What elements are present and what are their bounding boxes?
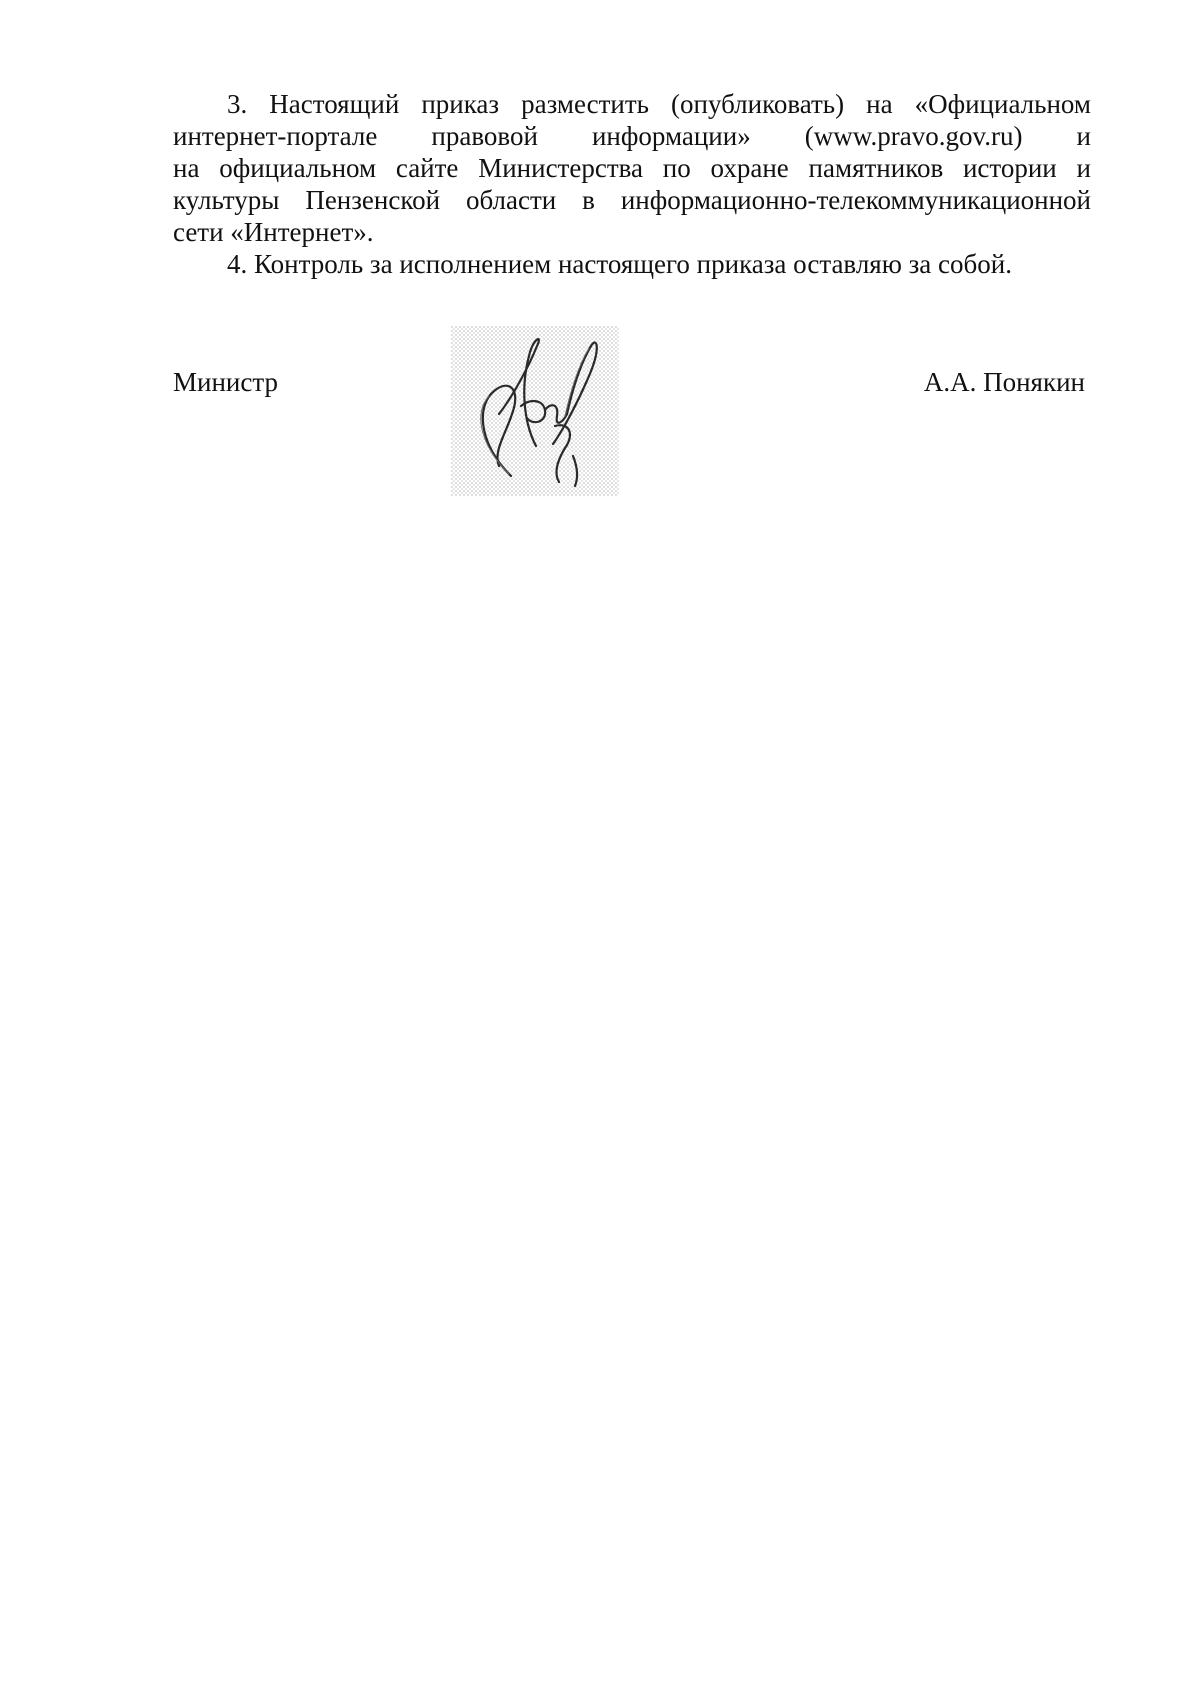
- paragraph-4: [173, 248, 1091, 280]
- paragraph-line: интернет-портале правовой информации» (www.pravo.gov.ru) и: [173, 121, 1091, 151]
- paragraph-line: сети «Интернет».: [173, 217, 374, 247]
- signatory-title: Министр: [173, 367, 278, 397]
- paragraph-3: [173, 88, 1091, 248]
- handwritten-signature-image: [451, 326, 619, 496]
- paragraph-line: 4. Контроль за исполнением настоящего приказа оставляю за собой.: [227, 249, 1012, 279]
- paragraph-line: на официальном сайте Министерства по охране памятников истории и: [173, 153, 1091, 183]
- paragraph-line: культуры Пензенской области в информационно-телекоммуникационной: [173, 185, 1091, 215]
- signatory-name: А.А. Понякин: [923, 367, 1085, 397]
- document-body: [173, 88, 1091, 280]
- paragraph-line: 3. Настоящий приказ разместить (опубликовать) на «Официальном: [227, 89, 1091, 119]
